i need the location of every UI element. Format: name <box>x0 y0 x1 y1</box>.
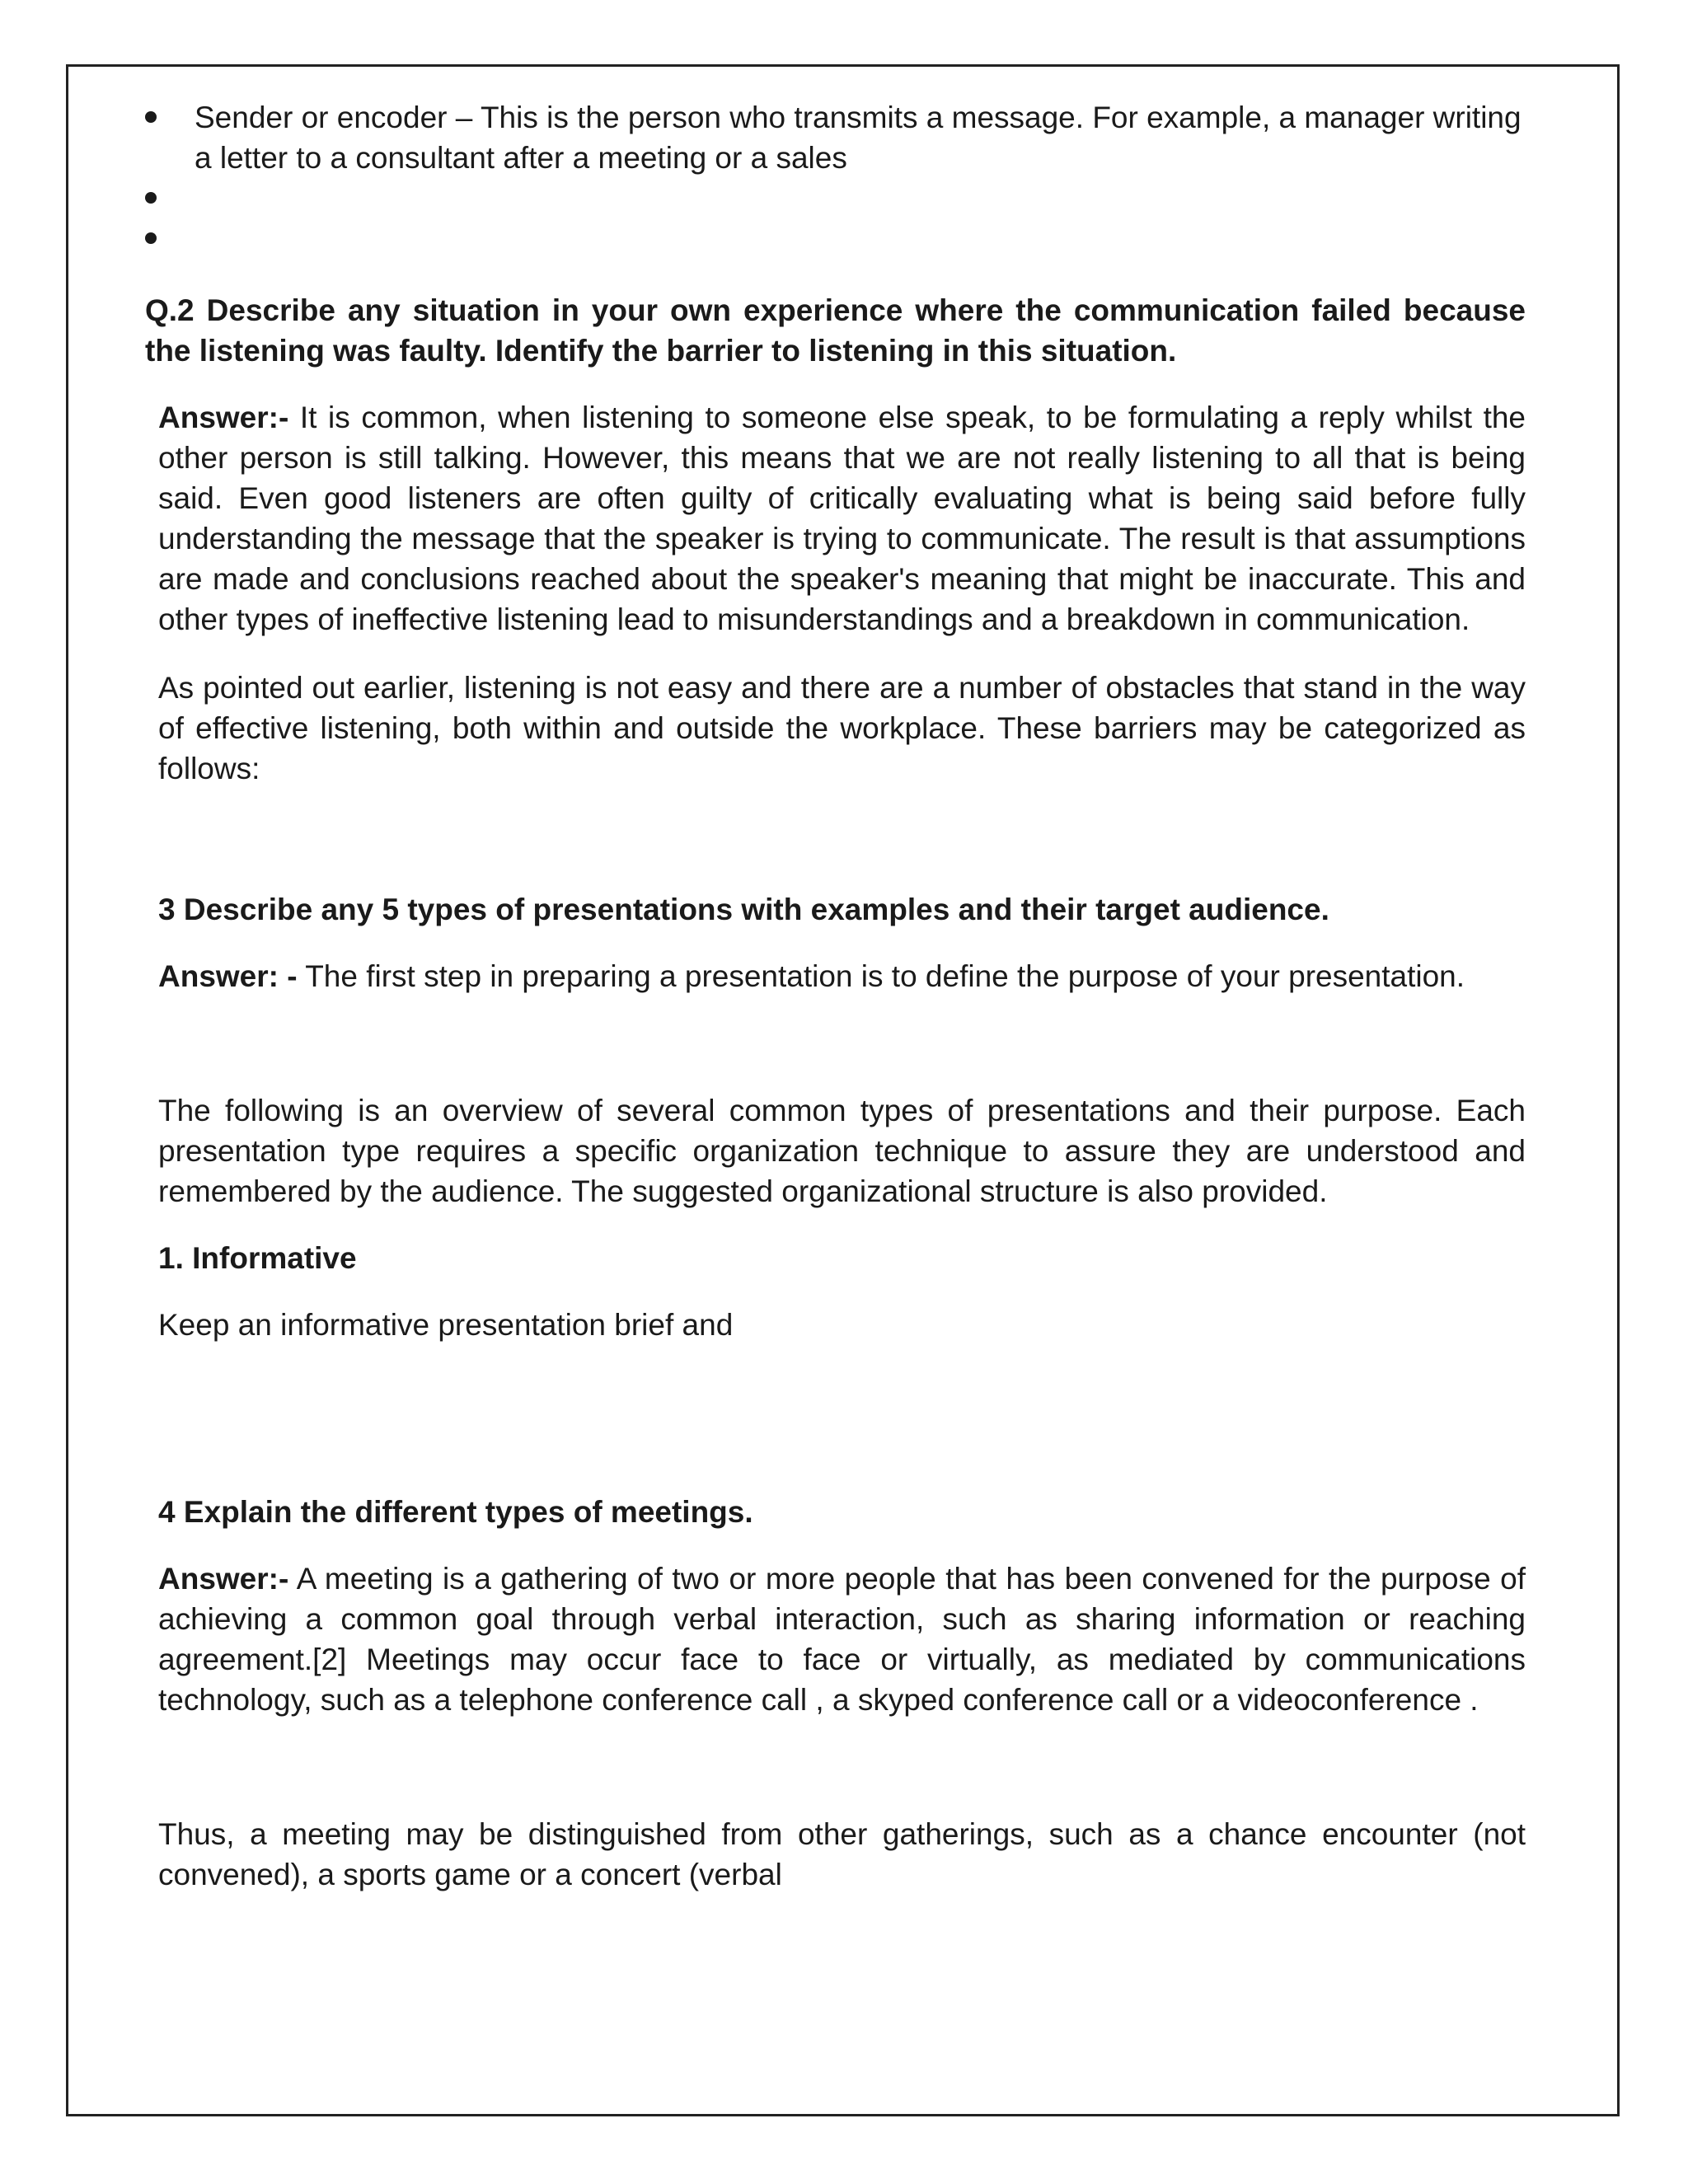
bullet-icon <box>145 192 157 204</box>
answer-paragraph-2: As pointed out earlier, listening is not easy and there are a number of obstacles that stand in the way of effective listening, both within and outside the workplace. These barriers may be categorized as follows: <box>158 671 1526 785</box>
answer-paragraph <box>158 956 1526 996</box>
sub-text: Keep an informative presentation brief and <box>158 1308 734 1342</box>
question-4-heading: 4 Explain the different types of meetings. <box>158 1495 753 1529</box>
bullet-icon <box>145 111 157 123</box>
document-body <box>145 97 1526 1895</box>
answer-label: Answer:- <box>158 401 289 434</box>
question-3-heading: 3 Describe any 5 types of presentations with examples and their target audience. <box>158 893 1329 926</box>
sub-heading-informative: 1. Informative <box>158 1241 357 1275</box>
bullet-item <box>145 97 1526 178</box>
answer-label: Answer: - <box>158 959 298 993</box>
answer-label: Answer:- <box>158 1562 289 1596</box>
answer-paragraph-2: The following is an overview of several common types of presentations and their purpose. Each presentation type requires a specific organization technique to assure they are understood and remembered by the audience. The suggested organizational structure is also provided. <box>158 1094 1526 1208</box>
question-2-answer <box>145 397 1526 1895</box>
answer-text: It is common, when listening to someone else speak, to be formulating a reply whilst the other person is still talking. However, this means that we are not really listening to all that is being said. Even good listeners are often guilty of critically evaluating what is being said before fully understanding the message that the speaker is trying to communicate. The result is that assumptions are made and conclusions reached about the speaker's meaning that might be inaccurate. This and other types of ineffective listening lead to misunderstandings and a breakdown in communication. <box>158 401 1526 636</box>
bullet-icon <box>145 232 157 244</box>
answer-text: The first step in preparing a presentation is to define the purpose of your presentation. <box>297 959 1465 993</box>
answer-paragraph <box>158 1558 1526 1720</box>
answer-paragraph <box>158 397 1526 640</box>
question-2-heading: Q.2 Describe any situation in your own experience where the communication failed because the listening was faulty. Identify the barrier to listening in this situation. <box>145 293 1526 368</box>
answer-paragraph-2: Thus, a meeting may be distinguished from other gatherings, such as a chance encounter (not convened), a sports game or a concert (verbal <box>158 1817 1526 1891</box>
bullet-item <box>145 218 1526 259</box>
bullet-item <box>145 178 1526 218</box>
bullet-text: Sender or encoder – This is the person who transmits a message. For example, a manager writing a letter to a consultant after a meeting or a sales <box>195 101 1522 175</box>
answer-text: A meeting is a gathering of two or more people that has been convened for the purpose of achieving a common goal through verbal interaction, such as sharing information or reaching agreement.[2] Meetings may occur face to face or virtually, as mediated by communications technology, such as a telephone conference call , a skyped conference call or a videoconference . <box>158 1562 1526 1717</box>
bullet-list <box>145 97 1526 259</box>
